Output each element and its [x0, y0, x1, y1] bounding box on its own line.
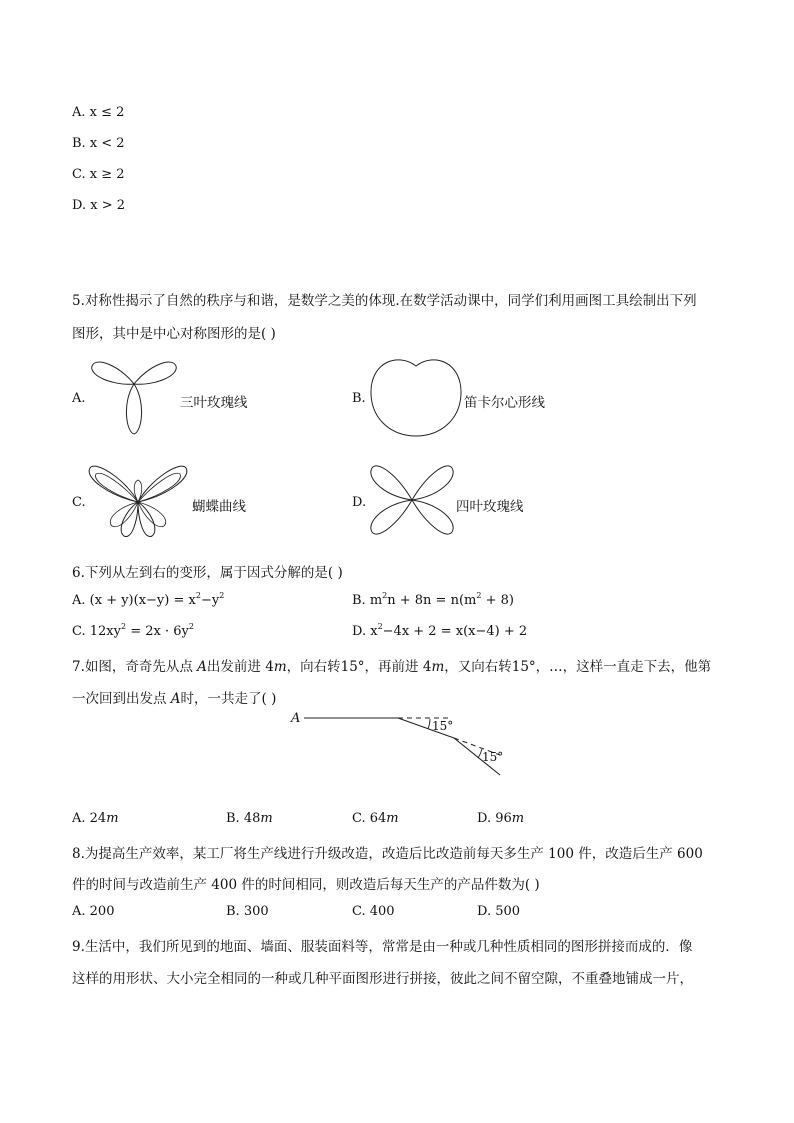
- cardioid-figure: [368, 354, 464, 438]
- q8-stem-line2: 件的时间与改造前生产 400 件的时间相同，则改造后每天生产的产品件数为( ): [72, 877, 540, 893]
- q6-stem: 6.下列从左到右的变形，属于因式分解的是( ): [72, 565, 343, 581]
- q5-option-d-caption: 四叶玫瑰线: [456, 499, 524, 515]
- q4-option-b: B. x < 2: [72, 136, 125, 151]
- q9-stem-line1: 9.生活中，我们所见到的地面、墙面、服装面料等，常常是由一种或几种性质相同的图形拼接而成的．像: [72, 939, 693, 955]
- angle-label-2: 15°: [482, 750, 504, 764]
- q5-option-c-letter: C.: [72, 495, 86, 510]
- point-a-label: A: [291, 711, 301, 726]
- q5-option-c-caption: 蝴蝶曲线: [192, 499, 246, 515]
- q5-option-b-letter: B.: [352, 391, 366, 406]
- q6-option-d: D. $x^2-4x + 2 = x(x-4) + 2$: [352, 622, 528, 639]
- q5-option-d-letter: D.: [352, 495, 367, 510]
- q8-option-a: A. 200: [72, 904, 115, 919]
- q4-option-c: C. x ≥ 2: [72, 167, 125, 182]
- q4-option-d: D. x > 2: [72, 198, 125, 213]
- q4-option-a: A. x ≤ 2: [72, 105, 125, 120]
- q7-stem-line2: 一次回到出发点 A时，一共走了( ): [72, 691, 277, 707]
- walking-path-figure: [290, 708, 510, 778]
- q8-option-d: D. 500: [477, 904, 521, 919]
- q7-option-b: B. 48m: [226, 811, 273, 826]
- three-leaf-rose-figure: [84, 352, 184, 442]
- q5-stem-line2: 图形，其中是中心对称图形的是( ): [72, 326, 276, 342]
- q5-option-a-caption: 三叶玫瑰线: [180, 395, 248, 411]
- q5-option-a-letter: A.: [72, 391, 86, 406]
- q8-option-c: C. 400: [352, 904, 395, 919]
- four-leaf-rose-figure: [368, 456, 456, 544]
- q5-option-b-caption: 笛卡尔心形线: [464, 395, 545, 411]
- q5-stem-line1: 5.对称性揭示了自然的秩序与和谐，是数学之美的体现.在数学活动课中，同学们利用画图工具绘制出下列: [72, 293, 697, 309]
- q6-option-a: A. $(x + y)(x-y) = x^2-y^2$: [72, 591, 225, 608]
- q7-option-a: A. 24m: [72, 811, 119, 826]
- q7-option-d: D. 96m: [477, 811, 525, 826]
- butterfly-curve-figure: [86, 460, 190, 542]
- q6-option-b: B. $m^2n + 8n = n(m^2 + 8)$: [352, 591, 514, 608]
- q8-option-b: B. 300: [226, 904, 269, 919]
- q9-stem-line2: 这样的用形状、大小完全相同的一种或几种平面图形进行拼接，彼此之间不留空隙，不重叠地铺成一片，: [72, 971, 693, 987]
- angle-label-1: 15°: [432, 719, 454, 733]
- q7-stem-line1: 7.如图，奇奇先从点 A出发前进 4m，向右转15°，再前进 4m，又向右转15°，…，这样一直走下去，他第: [72, 659, 712, 675]
- q8-stem-line1: 8.为提高生产效率，某工厂将生产线进行升级改造，改造后比改造前每天多生产 100 件，改造后生产 600: [72, 846, 703, 862]
- q6-option-c: C. $12xy^2 = 2x \cdot 6y^2$: [72, 622, 194, 639]
- q7-option-c: C. 64m: [352, 811, 399, 826]
